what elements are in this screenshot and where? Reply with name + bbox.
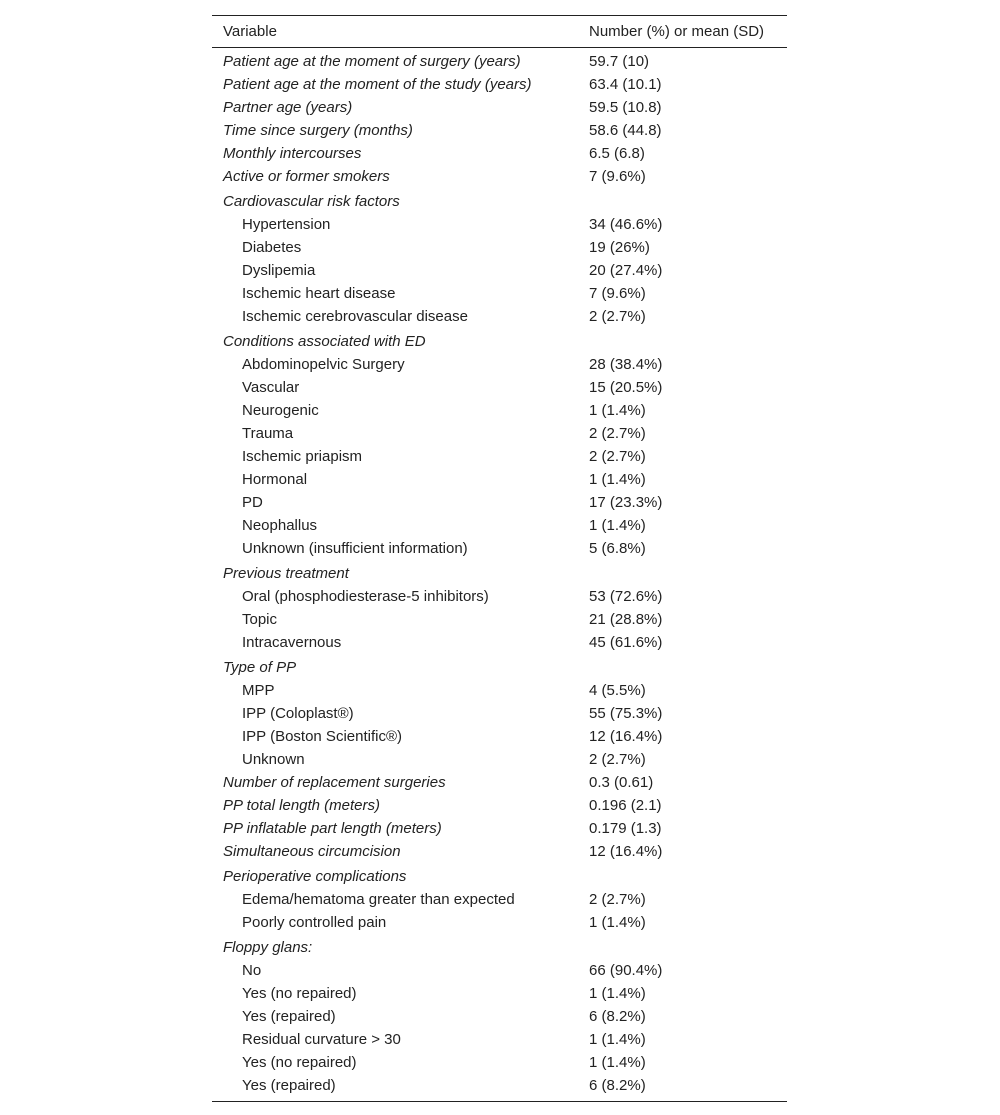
table-row <box>212 50 787 73</box>
row-value: 4 (5.5%) <box>589 682 646 699</box>
row-value: 59.7 (10) <box>589 53 650 70</box>
row-label: Trauma <box>242 425 294 442</box>
section-label: Cardiovascular risk factors <box>223 193 400 210</box>
section-row <box>212 656 787 679</box>
table-body <box>212 48 787 1101</box>
row-value: 0.196 (2.1) <box>589 797 662 814</box>
row-value: 6.5 (6.8) <box>589 145 645 162</box>
row-label: Unknown (insufficient information) <box>242 540 468 557</box>
row-value: 2 (2.7%) <box>589 448 646 465</box>
row-label: No <box>242 962 262 979</box>
table-row <box>212 702 787 725</box>
table-row <box>212 119 787 142</box>
row-label: Oral (phosphodiesterase-5 inhibitors) <box>242 588 489 605</box>
row-value: 1 (1.4%) <box>589 471 646 488</box>
section-label: Previous treatment <box>223 565 349 582</box>
row-value: 12 (16.4%) <box>589 843 663 860</box>
table-row <box>212 748 787 771</box>
row-label: IPP (Coloplast®) <box>242 705 354 722</box>
table-bottom-rule <box>212 1101 787 1102</box>
row-label: Hormonal <box>242 471 308 488</box>
header-variable: Variable <box>223 23 277 40</box>
row-value: 0.3 (0.61) <box>589 774 654 791</box>
row-label: Patient age at the moment of surgery (years) <box>223 53 521 70</box>
row-label: Ischemic cerebrovascular disease <box>242 308 468 325</box>
table-row <box>212 491 787 514</box>
section-label: Conditions associated with ED <box>223 333 426 350</box>
characteristics-table <box>212 15 787 1102</box>
table-row <box>212 236 787 259</box>
table-row <box>212 468 787 491</box>
table-row <box>212 911 787 934</box>
row-label: Intracavernous <box>242 634 342 651</box>
row-value: 20 (27.4%) <box>589 262 663 279</box>
row-value: 1 (1.4%) <box>589 517 646 534</box>
section-label: Perioperative complications <box>223 868 407 885</box>
row-value: 21 (28.8%) <box>589 611 663 628</box>
table-row <box>212 1074 787 1097</box>
row-label: Unknown <box>242 751 305 768</box>
row-value: 2 (2.7%) <box>589 425 646 442</box>
section-label: Type of PP <box>223 659 297 676</box>
section-row <box>212 865 787 888</box>
table-row <box>212 840 787 863</box>
row-label: Simultaneous circumcision <box>223 843 401 860</box>
table-row <box>212 353 787 376</box>
row-value: 5 (6.8%) <box>589 540 646 557</box>
row-value: 12 (16.4%) <box>589 728 663 745</box>
row-label: Patient age at the moment of the study (years) <box>223 76 532 93</box>
row-label: IPP (Boston Scientific®) <box>242 728 403 745</box>
row-label: Neurogenic <box>242 402 319 419</box>
row-label: Yes (no repaired) <box>242 1054 357 1071</box>
row-label: Abdominopelvic Surgery <box>242 356 405 373</box>
table-row <box>212 794 787 817</box>
table-row <box>212 165 787 188</box>
table-row <box>212 96 787 119</box>
table-row <box>212 631 787 654</box>
row-value: 59.5 (10.8) <box>589 99 662 116</box>
row-label: PP inflatable part length (meters) <box>223 820 442 837</box>
table-row <box>212 888 787 911</box>
row-label: Yes (no repaired) <box>242 985 357 1002</box>
row-label: PP total length (meters) <box>223 797 381 814</box>
table-row <box>212 1028 787 1051</box>
row-label: PD <box>242 494 263 511</box>
row-value: 66 (90.4%) <box>589 962 663 979</box>
table-row <box>212 982 787 1005</box>
row-value: 7 (9.6%) <box>589 285 646 302</box>
table-row <box>212 282 787 305</box>
row-label: Topic <box>242 611 278 628</box>
row-value: 6 (8.2%) <box>589 1008 646 1025</box>
row-value: 7 (9.6%) <box>589 168 646 185</box>
row-label: Number of replacement surgeries <box>223 774 446 791</box>
table-row <box>212 445 787 468</box>
row-label: Vascular <box>242 379 300 396</box>
row-label: MPP <box>242 682 275 699</box>
row-value: 45 (61.6%) <box>589 634 663 651</box>
table-row <box>212 725 787 748</box>
row-value: 1 (1.4%) <box>589 914 646 931</box>
row-label: Poorly controlled pain <box>242 914 387 931</box>
row-value: 28 (38.4%) <box>589 356 663 373</box>
row-value: 53 (72.6%) <box>589 588 663 605</box>
row-label: Yes (repaired) <box>242 1077 336 1094</box>
row-label: Ischemic heart disease <box>242 285 396 302</box>
row-label: Residual curvature > 30 <box>242 1031 401 1048</box>
row-value: 2 (2.7%) <box>589 891 646 908</box>
row-label: Active or former smokers <box>223 168 390 185</box>
row-value: 1 (1.4%) <box>589 985 646 1002</box>
table-row <box>212 1005 787 1028</box>
row-value: 19 (26%) <box>589 239 650 256</box>
section-row <box>212 936 787 959</box>
row-value: 6 (8.2%) <box>589 1077 646 1094</box>
table-row <box>212 213 787 236</box>
row-value: 15 (20.5%) <box>589 379 663 396</box>
header-value: Number (%) or mean (SD) <box>589 23 765 40</box>
table-row <box>212 959 787 982</box>
table-row <box>212 537 787 560</box>
row-label: Neophallus <box>242 517 318 534</box>
table-row <box>212 585 787 608</box>
row-value: 1 (1.4%) <box>589 1031 646 1048</box>
row-label: Partner age (years) <box>223 99 353 116</box>
row-value: 34 (46.6%) <box>589 216 663 233</box>
table-row <box>212 259 787 282</box>
table-row <box>212 1051 787 1074</box>
table-row <box>212 305 787 328</box>
row-value: 2 (2.7%) <box>589 751 646 768</box>
section-row <box>212 190 787 213</box>
table-row <box>212 514 787 537</box>
table-row <box>212 422 787 445</box>
row-value: 1 (1.4%) <box>589 402 646 419</box>
table-row <box>212 771 787 794</box>
table-row <box>212 817 787 840</box>
row-value: 55 (75.3%) <box>589 705 663 722</box>
row-label: Edema/hematoma greater than expected <box>242 891 515 908</box>
table-row <box>212 608 787 631</box>
row-value: 2 (2.7%) <box>589 308 646 325</box>
table-row <box>212 399 787 422</box>
row-value: 58.6 (44.8) <box>589 122 662 139</box>
table-row <box>212 376 787 399</box>
section-row <box>212 330 787 353</box>
row-label: Yes (repaired) <box>242 1008 336 1025</box>
row-label: Ischemic priapism <box>242 448 363 465</box>
row-label: Time since surgery (months) <box>223 122 413 139</box>
table-row <box>212 679 787 702</box>
row-label: Diabetes <box>242 239 302 256</box>
row-value: 0.179 (1.3) <box>589 820 662 837</box>
row-value: 1 (1.4%) <box>589 1054 646 1071</box>
row-label: Monthly intercourses <box>223 145 362 162</box>
table-header-row <box>212 16 787 48</box>
table-row <box>212 142 787 165</box>
section-label: Floppy glans: <box>223 939 313 956</box>
table-row <box>212 73 787 96</box>
row-label: Hypertension <box>242 216 331 233</box>
row-label: Dyslipemia <box>242 262 316 279</box>
row-value: 63.4 (10.1) <box>589 76 662 93</box>
row-value: 17 (23.3%) <box>589 494 663 511</box>
section-row <box>212 562 787 585</box>
